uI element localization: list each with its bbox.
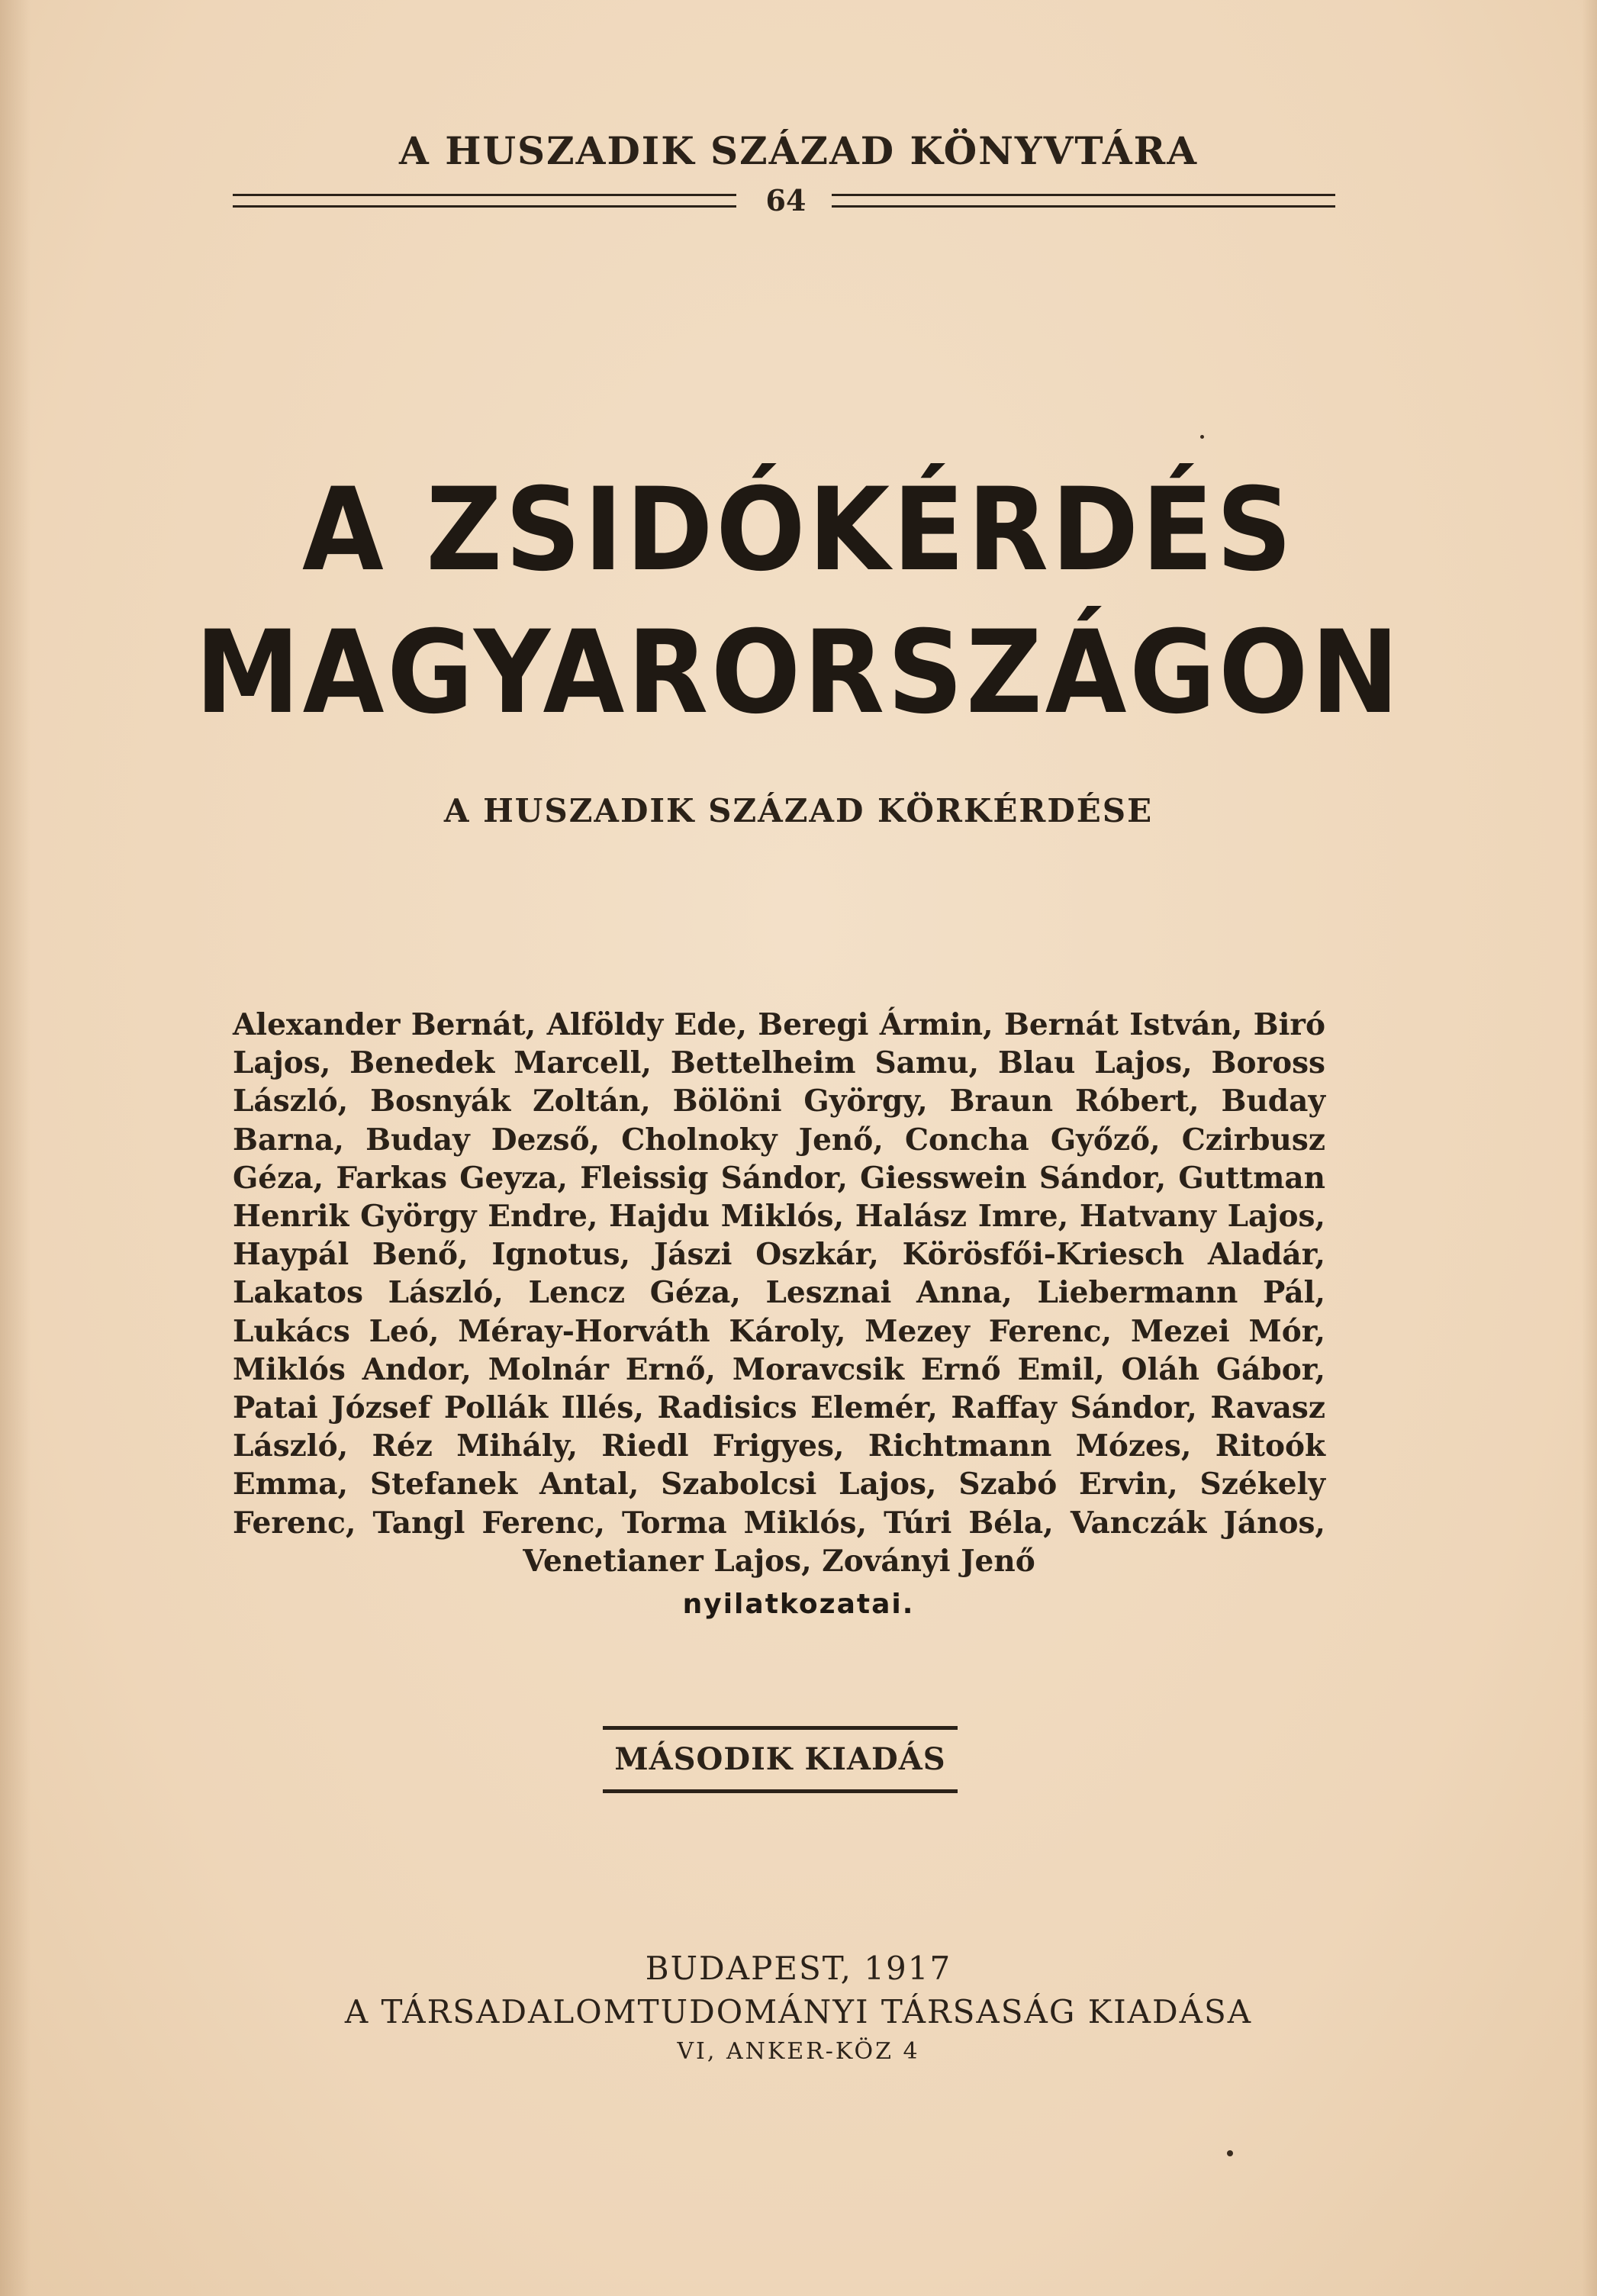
edition-box: [603, 1726, 958, 1793]
subtitle: A HUSZADIK SZÁZAD KÖRKÉRDÉSE: [443, 792, 1154, 829]
imprint-address: VI, ANKER-KÖZ 4: [677, 2038, 920, 2065]
series-title: A HUSZADIK SZÁZAD KÖNYVTÁRA: [399, 128, 1198, 173]
main-title-line-2: MAGYARORSZÁGON: [195, 607, 1402, 739]
paper-speck: [1227, 2150, 1233, 2156]
series-rule-right: [832, 194, 1335, 208]
main-title-line-1: A ZSIDÓKÉRDÉS: [301, 464, 1296, 597]
statements-label: nyilatkozatai.: [682, 1589, 915, 1620]
series-rule-left: [233, 194, 736, 208]
imprint-publisher: A TÁRSADALOMTUDOMÁNYI TÁRSASÁG KIADÁSA: [344, 1993, 1253, 2030]
paper-speck: [1200, 435, 1204, 439]
edition-label: MÁSODIK KIADÁS: [614, 1741, 946, 1777]
series-number: 64: [765, 183, 807, 217]
imprint-city-year: BUDAPEST, 1917: [645, 1950, 952, 1987]
contributors-list: Alexander Bernát, Alföldy Ede, Beregi Ármin, Bernát István, Biró Lajos, Benedek Marcell, Bettelheim Samu, Blau Lajos, Boross László, Bosnyák Zoltán, Bölöni György, Braun Róbert, Buday Barna, Buday Dezső, Cholnoky Jenő, Concha Győző, Czirbusz Géza, Farkas Geyza, Fleissig Sándor, Giesswein Sándor, Guttman Henrik György Endre, Hajdu Miklós, Halász Imre, Hatvany Lajos, Haypál Benő, Ignotus, Jászi Oszkár, Körösfői-Kriesch Aladár, Lakatos László, Lencz Géza, Lesznai Anna, Liebermann Pál, Lukács Leó, Méray-Horváth Károly, Mezey Ferenc, Mezei Mór, Miklós Andor, Molnár Ernő, Moravcsik Ernő Emil, Oláh Gábor, Patai József Pollák Illés, Radisics Elemér, Raffay Sándor, Ravasz László, Réz Mihály, Riedl Frigyes, Richtmann Mózes, Ritoók Emma, Stefanek Antal, Szabolcsi Lajos, Szabó Ervin, Székely Ferenc, Tangl Ferenc, Torma Miklós, Túri Béla, Vanczák János, Venetianer Lajos, Zoványi Jenő: [233, 1007, 1325, 1579]
